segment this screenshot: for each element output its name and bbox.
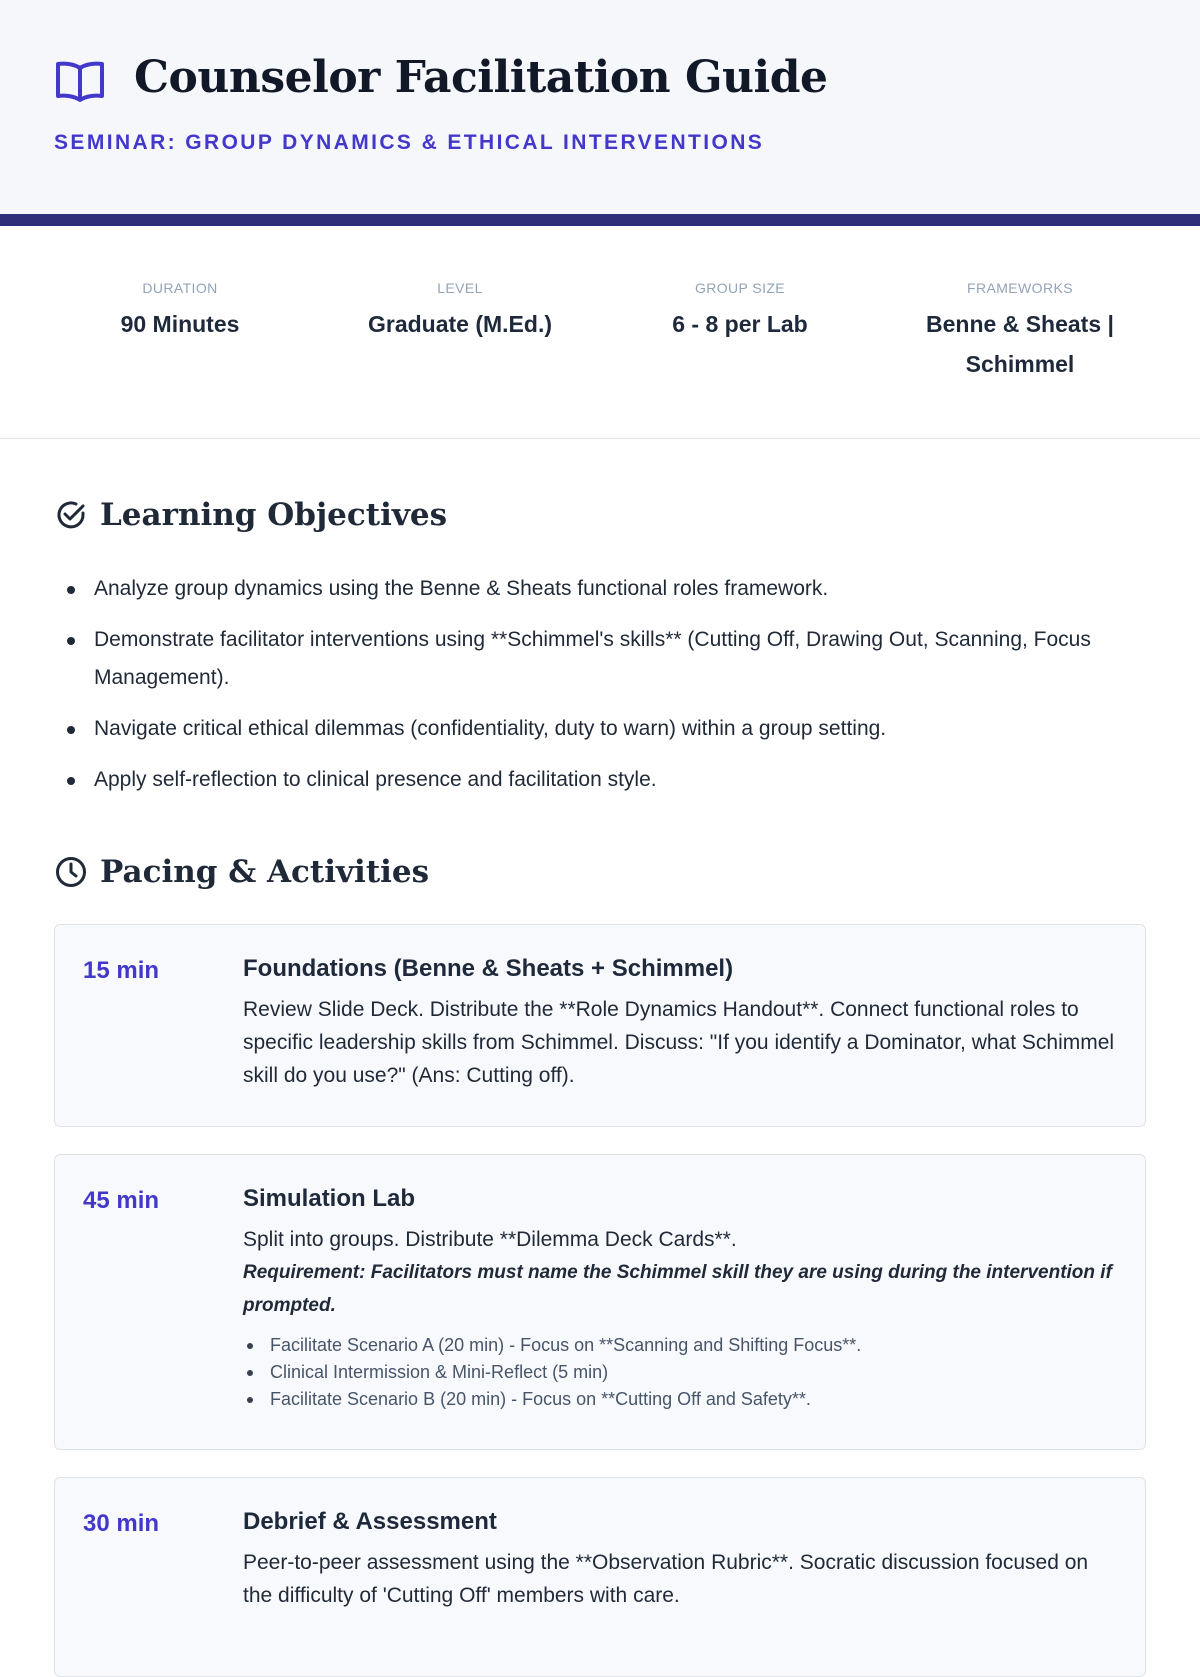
activity-title: Simulation Lab [243,1185,416,1212]
meta-label: LEVEL [437,280,483,296]
meta-label: DURATION [142,280,218,296]
open-book-icon [55,60,105,104]
activity-duration: 15 min [83,957,160,984]
meta-group-size [630,280,850,344]
list-item: Demonstrate facilitator interventions using **Schimmel's skills** (Cutting Off, Drawing Out, Scanning, Focus Management). [54,621,1134,697]
activity-duration: 45 min [83,1187,160,1214]
meta-label: FRAMEWORKS [967,280,1073,296]
activity-title: Foundations (Benne & Sheats + Schimmel) [243,955,734,982]
activity-description: Split into groups. Distribute **Dilemma Deck Cards**. [243,1228,737,1251]
activity-card [54,924,1146,1127]
page-title: Counselor Facilitation Guide [134,52,828,103]
activity-requirement: Requirement: Facilitators must name the Schimmel skill they are using during the intervention if prompted. [243,1262,1112,1316]
activity-steps [243,1332,1118,1413]
objectives-list [54,570,1134,812]
list-item: Apply self-reflection to clinical presence and facilitation style. [54,761,1134,799]
activity-duration: 30 min [83,1510,160,1537]
pacing-title: Pacing & Activities [100,854,430,890]
page-header [0,0,1200,226]
clock-icon [54,855,88,889]
page-subtitle: SEMINAR: GROUP DYNAMICS & ETHICAL INTERVENTIONS [54,131,765,154]
objectives-title: Learning Objectives [100,497,448,533]
meta-frameworks [910,280,1130,384]
meta-label: GROUP SIZE [694,280,786,296]
list-item: Clinical Intermission & Mini-Reflect (5 min) [243,1359,1118,1386]
pacing-heading [54,854,429,890]
meta-value: Graduate (M.Ed.) [367,311,552,337]
list-item: Facilitate Scenario B (20 min) - Focus on **Cutting Off and Safety**. [243,1386,1118,1413]
list-item: Navigate critical ethical dilemmas (confidentiality, duty to warn) within a group setting. [54,710,1134,748]
session-meta [0,226,1200,439]
objectives-heading [54,497,447,533]
meta-duration [70,280,290,344]
activity-card [54,1477,1146,1677]
meta-level [350,280,570,344]
meta-value: 90 Minutes [120,311,240,337]
check-circle-icon [54,498,88,532]
activity-description: Peer-to-peer assessment using the **Observation Rubric**. Socratic discussion focused on the difficulty of 'Cutting Off' members with care. [243,1551,1089,1607]
meta-value: Benne & Sheats | Schimmel [926,311,1114,377]
activity-title: Debrief & Assessment [243,1508,497,1535]
list-item: Facilitate Scenario A (20 min) - Focus on **Scanning and Shifting Focus**. [243,1332,1118,1359]
activity-card [54,1154,1146,1450]
meta-value: 6 - 8 per Lab [672,311,808,337]
list-item: Analyze group dynamics using the Benne & Sheats functional roles framework. [54,570,1134,608]
activity-description: Review Slide Deck. Distribute the **Role Dynamics Handout**. Connect functional roles to specific leadership skills from Schimmel. Discuss: "If you identify a Dominator, what Schimmel skill do you use?" (Ans: Cutting off). [243,998,1115,1087]
